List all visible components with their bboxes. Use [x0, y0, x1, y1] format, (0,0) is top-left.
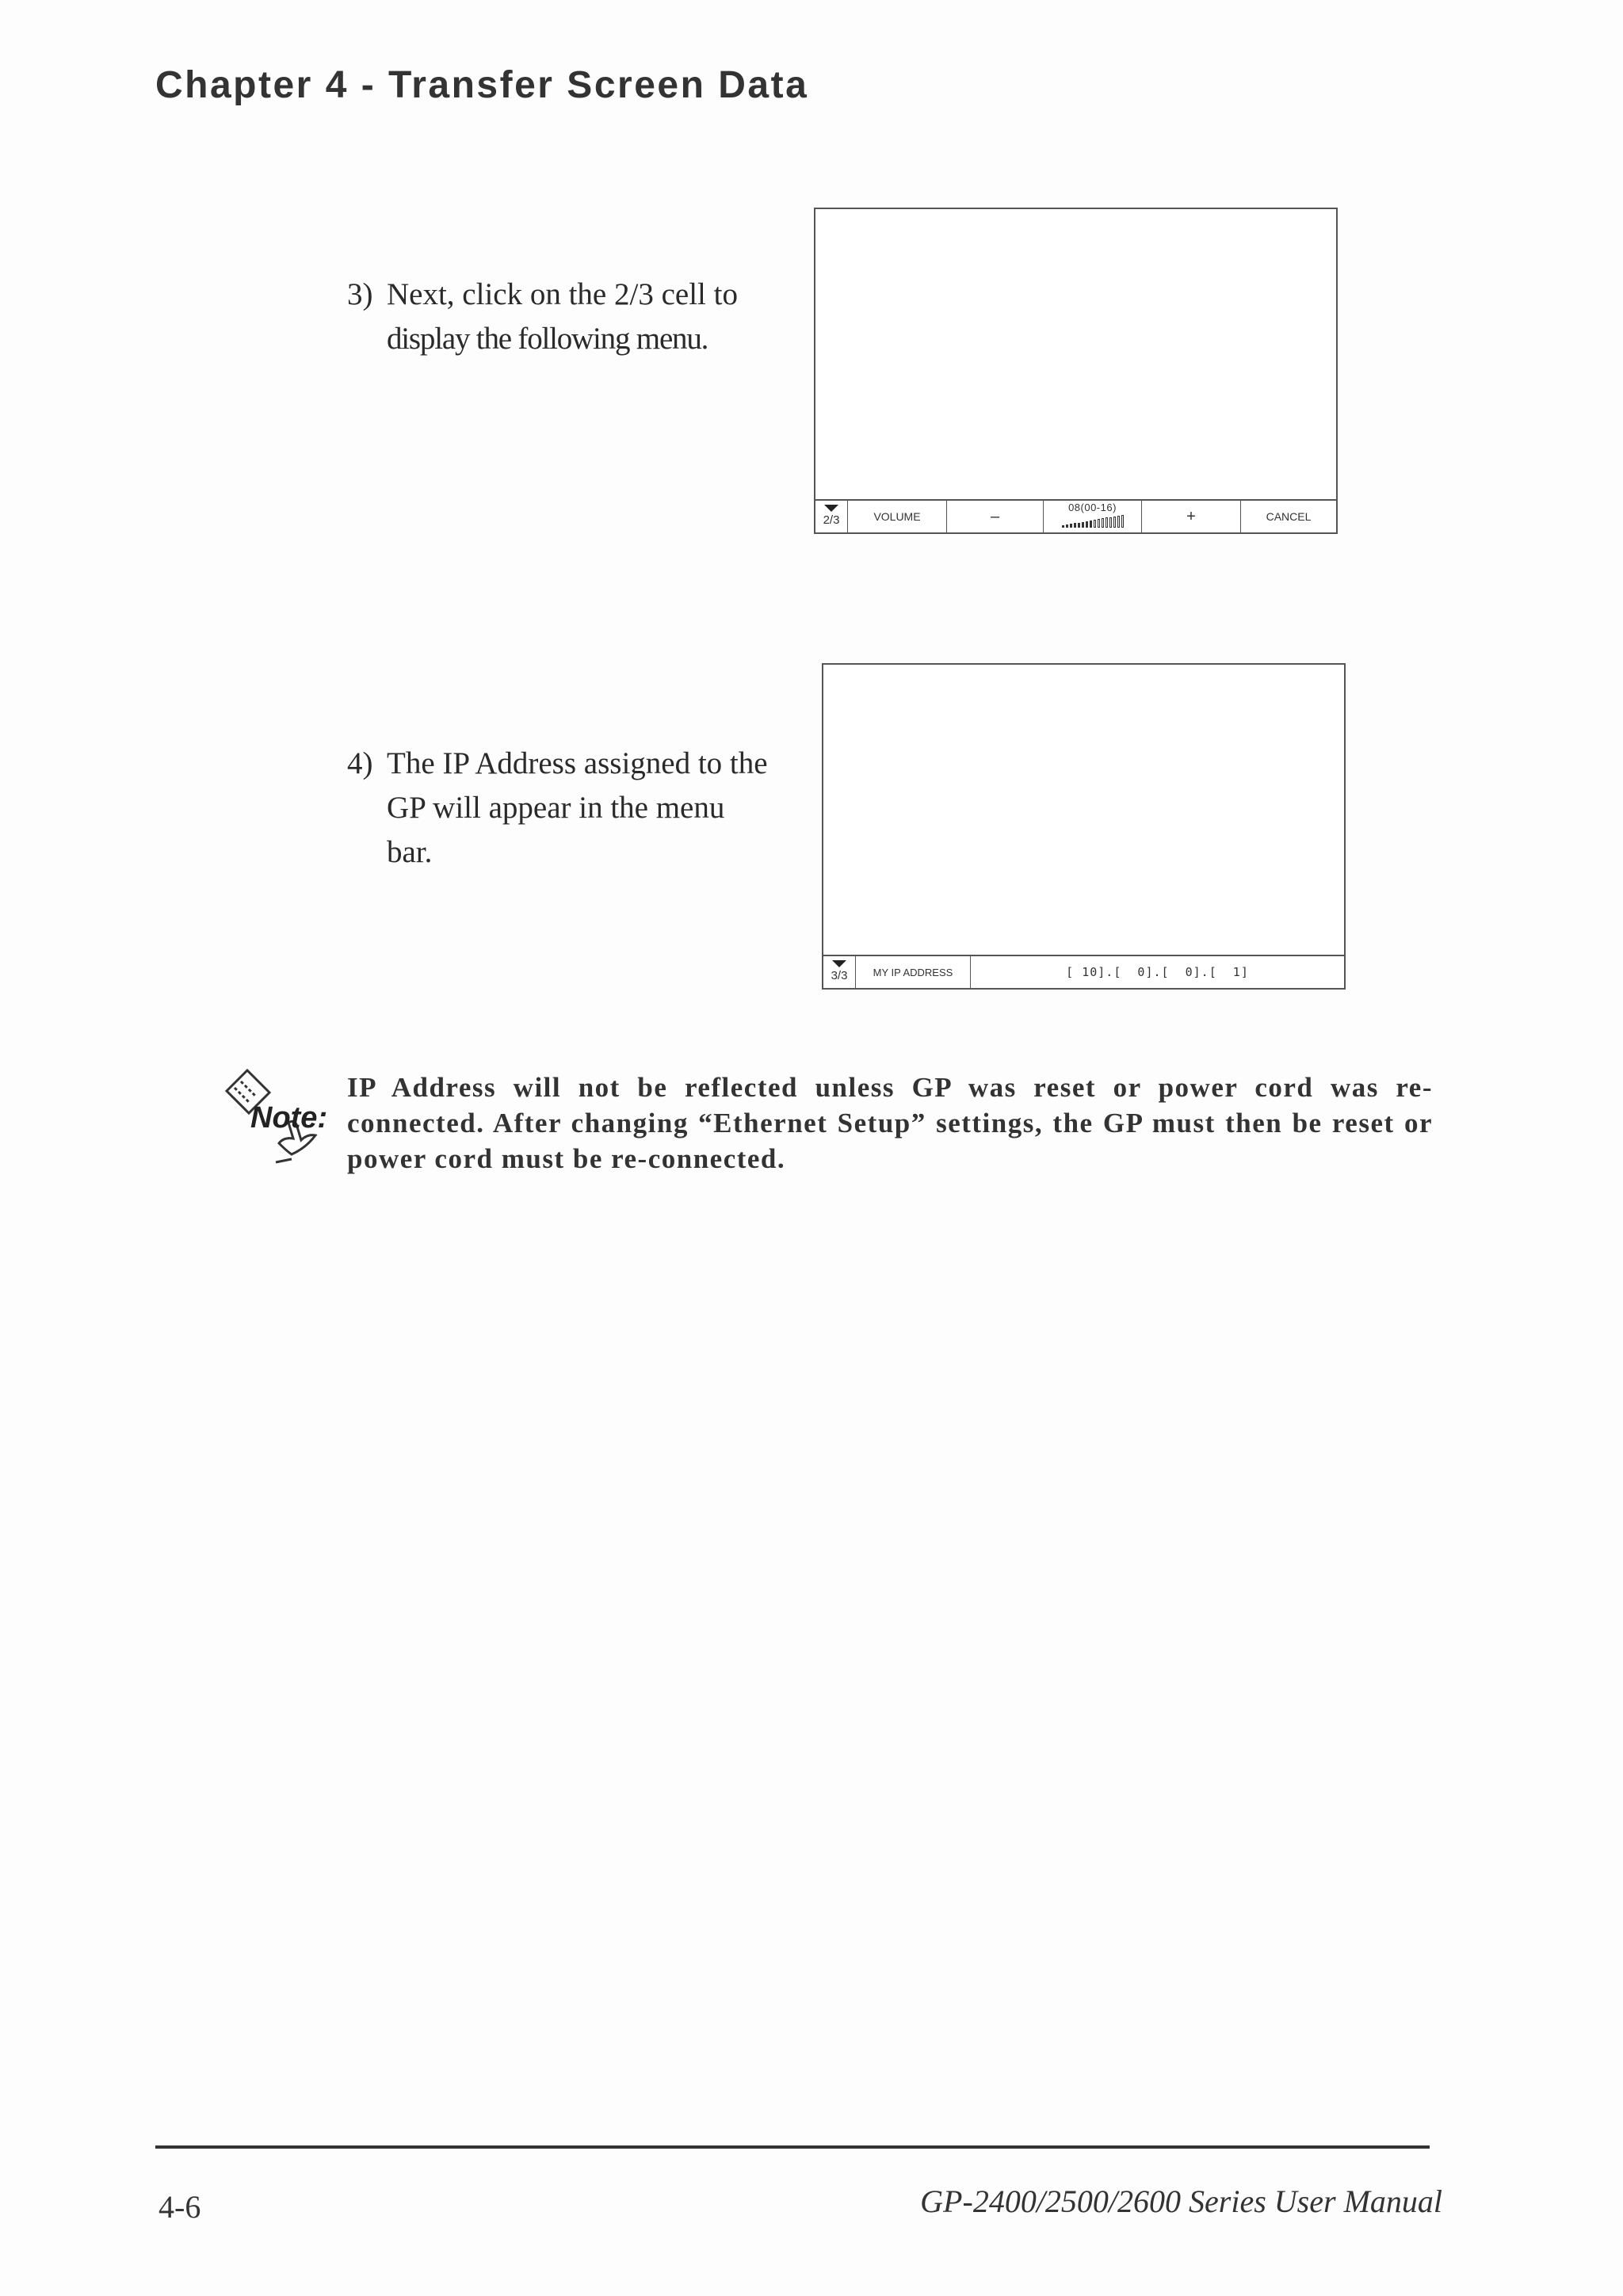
note-icon — [220, 1066, 331, 1177]
step-text — [387, 273, 738, 361]
ip-address-value: [ 10].[ 0].[ 0].[ 1] — [970, 956, 1344, 988]
manual-title: GP-2400/2500/2600 Series User Manual — [920, 2183, 1442, 2219]
menu-bar — [823, 955, 1344, 988]
step-line: display the following menu. — [387, 322, 708, 356]
note-label: Note: — [250, 1101, 328, 1135]
volume-down-button[interactable]: – — [946, 501, 1043, 532]
volume-bar — [1113, 517, 1116, 528]
page-cell[interactable] — [823, 956, 855, 988]
volume-bar — [1098, 519, 1100, 528]
volume-bar — [1094, 520, 1096, 528]
volume-level — [1043, 501, 1141, 532]
footer-divider — [155, 2145, 1430, 2149]
step-4 — [347, 742, 807, 875]
step-line: bar. — [387, 835, 433, 869]
step-text — [387, 742, 768, 875]
volume-bar — [1117, 516, 1120, 528]
volume-bar — [1086, 521, 1088, 528]
step-number: 3) — [347, 277, 373, 311]
page-number: 4-6 — [158, 2189, 201, 2225]
step-3 — [347, 273, 791, 361]
step-line: Next, click on the 2/3 cell to — [387, 277, 738, 311]
volume-bar — [1102, 518, 1104, 528]
triangle-down-icon — [832, 960, 846, 967]
volume-bar — [1090, 521, 1092, 528]
volume-bar — [1062, 525, 1064, 528]
step-number: 4) — [347, 746, 373, 780]
page-cell[interactable] — [815, 501, 847, 532]
ip-address-label: MY IP ADDRESS — [855, 956, 970, 988]
cancel-button[interactable]: CANCEL — [1240, 501, 1336, 532]
volume-level-text: 08(00-16) — [1068, 502, 1117, 513]
page-indicator: 2/3 — [823, 513, 840, 527]
menu-bar — [815, 499, 1336, 532]
gp-screen-volume — [814, 208, 1338, 534]
chapter-title: Chapter 4 - Transfer Screen Data — [155, 64, 809, 106]
step-line: The IP Address assigned to the — [387, 746, 768, 780]
triangle-down-icon — [824, 505, 838, 512]
volume-level-bars — [1062, 515, 1124, 528]
volume-bar — [1082, 522, 1084, 528]
volume-bar — [1070, 524, 1072, 528]
volume-label: VOLUME — [847, 501, 946, 532]
volume-bar — [1106, 517, 1108, 528]
page-indicator: 3/3 — [831, 969, 848, 982]
step-line: GP will appear in the menu — [387, 791, 725, 825]
volume-bar — [1078, 523, 1080, 528]
volume-bar — [1121, 515, 1124, 528]
gp-screen-ip-address — [822, 663, 1346, 990]
volume-up-button[interactable]: + — [1141, 501, 1240, 532]
volume-bar — [1074, 523, 1076, 528]
volume-bar — [1066, 524, 1068, 528]
note-text: IP Address will not be reflected unless GP was reset or power cord was re-connected. After changing “Ethernet Setup” settings, the GP must then be reset or power cord must be re-connected. — [347, 1072, 1433, 1174]
volume-bar — [1109, 517, 1112, 528]
